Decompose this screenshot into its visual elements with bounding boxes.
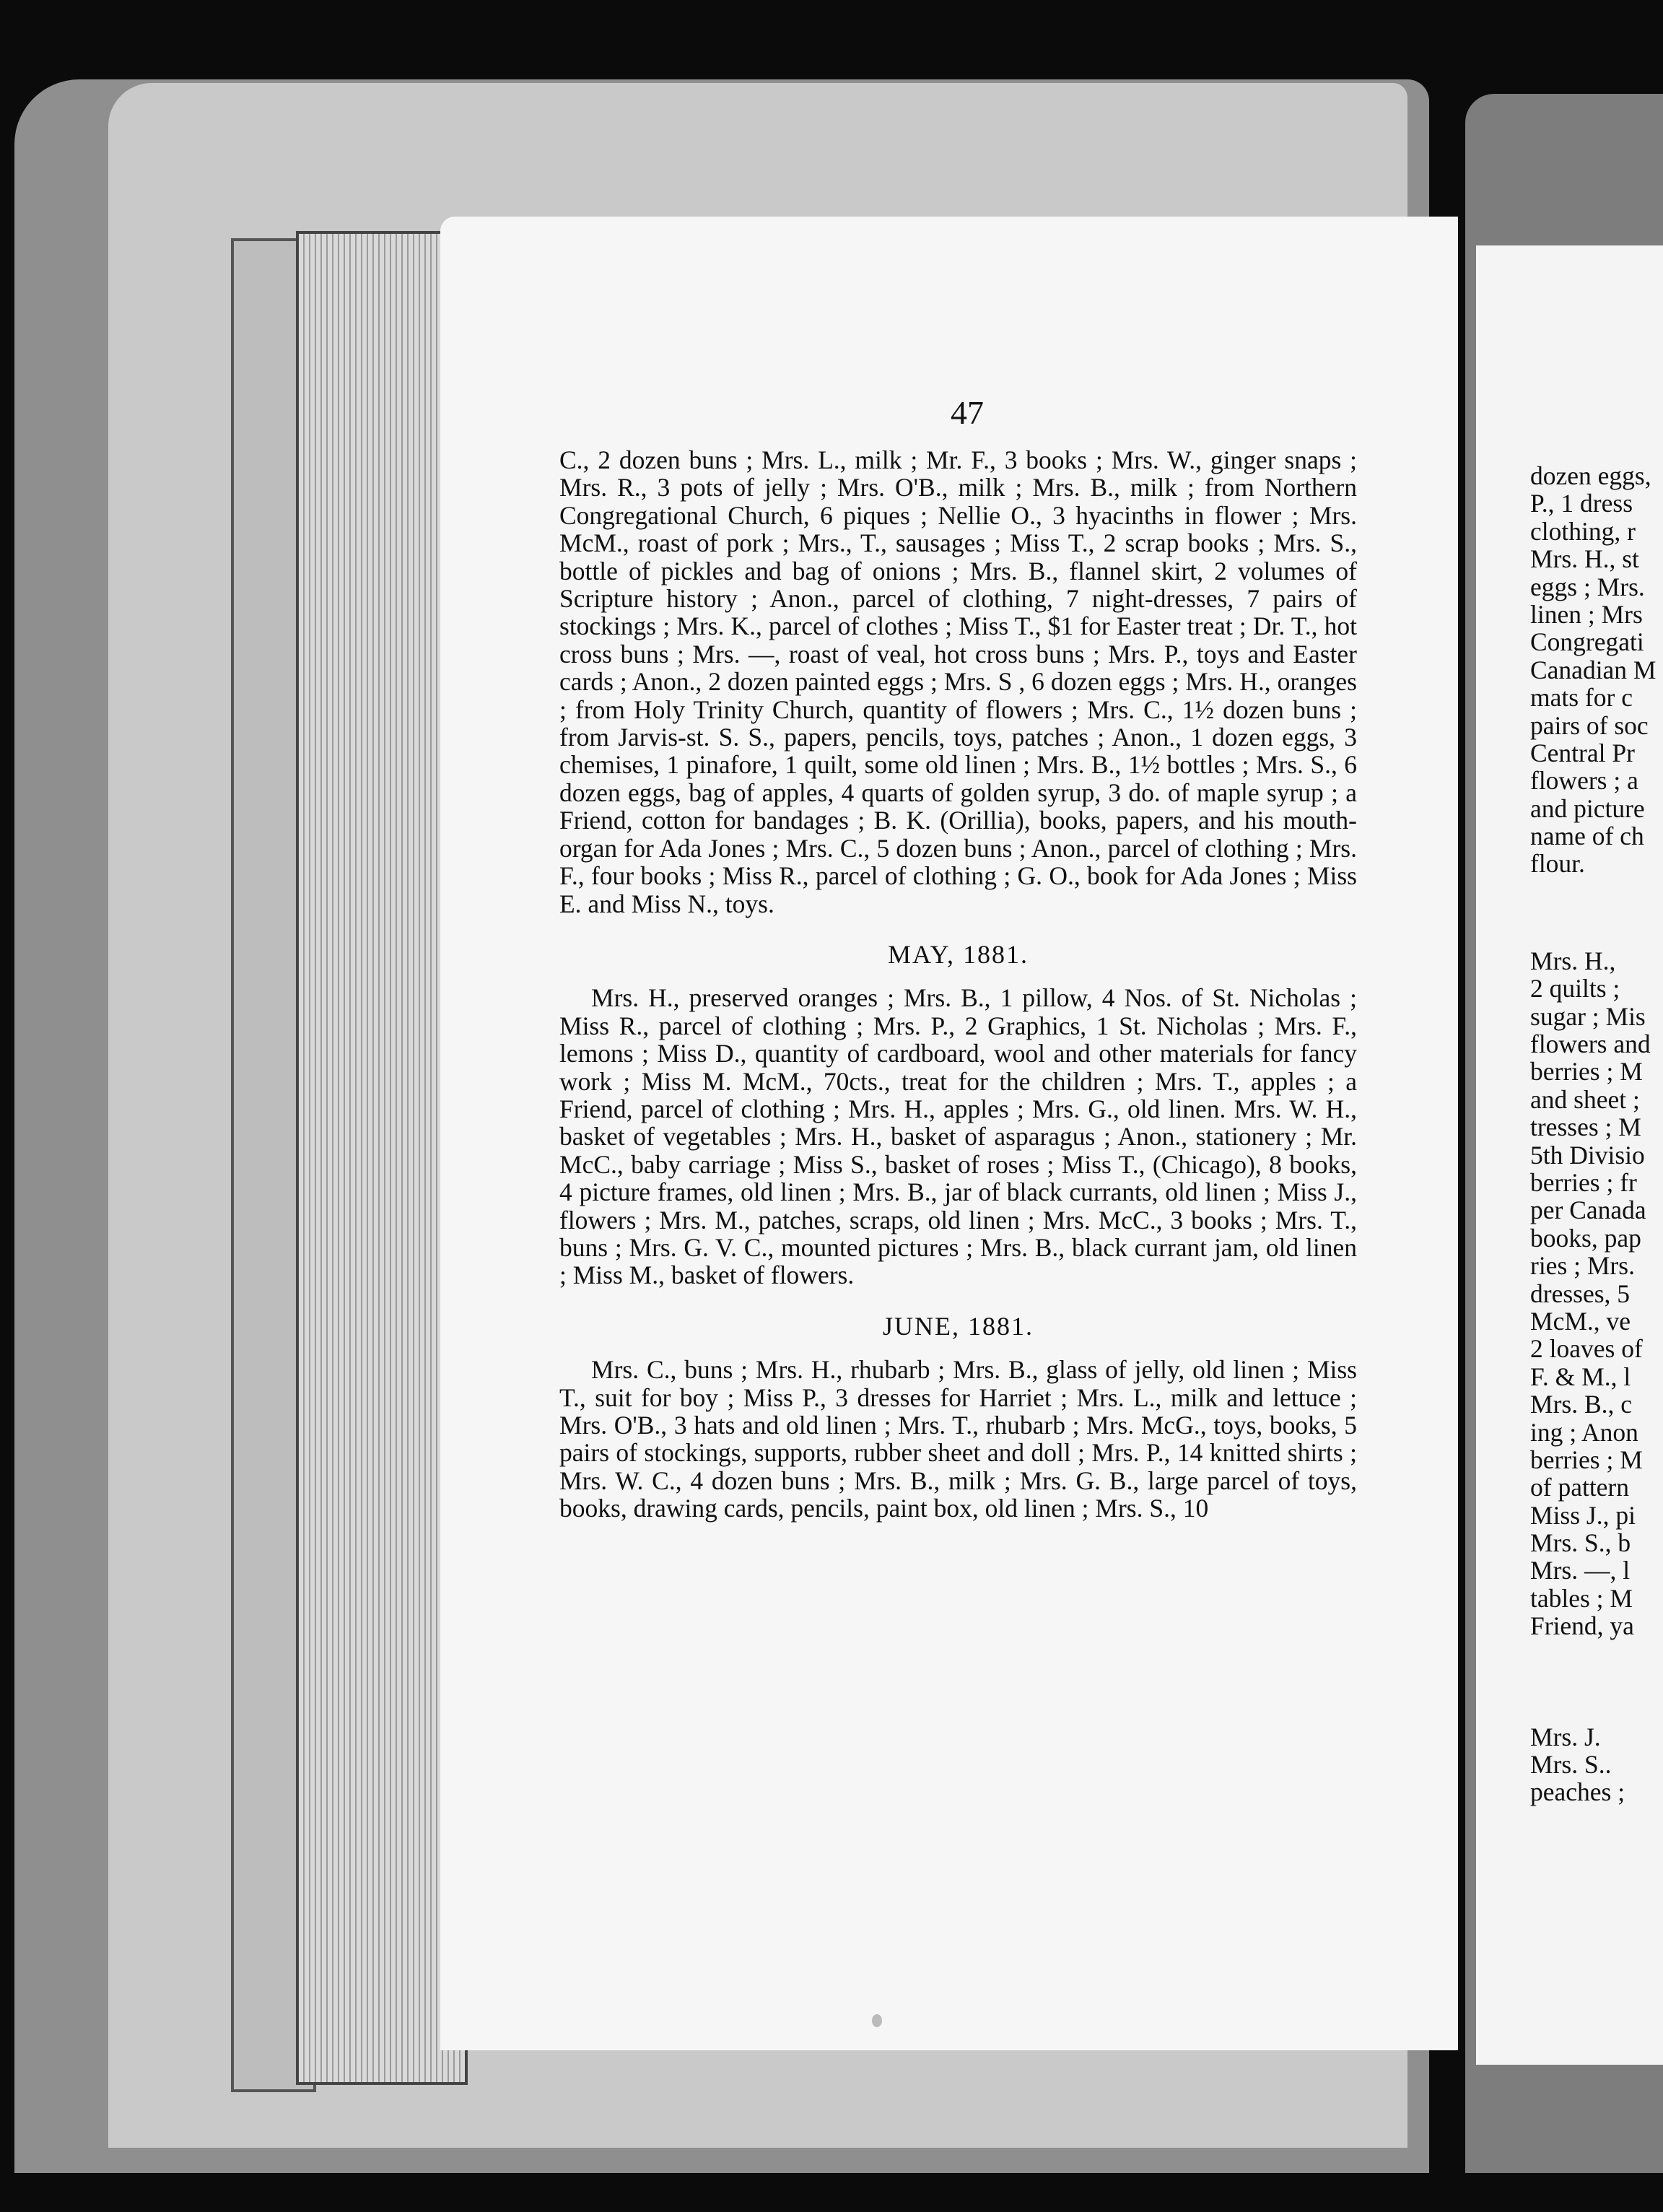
right-page-line: pairs of soc [1530, 710, 1649, 740]
continuation-paragraph: C., 2 dozen buns ; Mrs. L., milk ; Mr. F., 3 books ; Mrs. W., ginger snaps ; Mrs. R., 3 pots of jelly ; Mrs. O'B., milk ; Mrs. B., milk ; from Northern Congregational Church, 6 piques ; Nellie O., 3 hyacinths in flower ; Mrs. McM., roast of pork ; Mrs., T., sausages ; Miss T., 2 scrap books ; Mrs. S., bottle of pickles and bag of onions ; Mrs. B., flannel skirt, 2 volumes of Scripture history ; Anon., parcel of clothing, 7 night-dresses, 7 pairs of stockings ; Mrs. K., parcel of clothes ; Miss T., $1 for Easter treat ; Dr. T., hot cross buns ; Mrs. —, roast of veal, hot cross buns ; Mrs. P., toys and Easter cards ; Anon., 2 dozen painted eggs ; Mrs. S , 6 dozen eggs ; Mrs. H., oranges ; from Holy Trinity Church, quantity of flowers ; Mrs. C., 1½ dozen buns ; from Jarvis-st. S. S., papers, pencils, toys, patches ; Anon., 1 dozen eggs, 3 chemises, 1 pinafore, 1 quilt, some old linen ; Mrs. B., 1½ bottles ; Mrs. S., 6 dozen eggs, bag of apples, 4 quarts of golden syrup, 3 do. of maple syrup ; a Friend, cotton for bandages ; B. K. (Orillia), books, papers, and his mouth-organ for Ada Jones ; Mrs. C., 5 dozen buns ; Anon., parcel of clothing ; Mrs. F., four books ; Miss R., parcel of clothing ; G. O., book for Ada Jones ; Miss E. and Miss N., toys. [559, 445, 1357, 918]
page-spot [872, 2014, 882, 2027]
right-page-line: Mrs. S.. [1530, 1750, 1612, 1780]
right-page-line: McM., ve [1530, 1306, 1631, 1336]
right-page-line: Mrs. J. [1530, 1722, 1601, 1751]
right-page-gap [1530, 1640, 1663, 1723]
right-page-line: flour. [1530, 849, 1585, 879]
right-page-line: tables ; M [1530, 1583, 1633, 1613]
right-page-line: P., 1 dress [1530, 489, 1633, 518]
right-page-line: Central Pr [1530, 738, 1635, 767]
right-page-line: 5th Divisio [1530, 1140, 1645, 1170]
right-page-line: dresses, 5 [1530, 1279, 1631, 1308]
may-paragraph: Mrs. H., preserved oranges ; Mrs. B., 1 pillow, 4 Nos. of St. Nicholas ; Miss R., parcel of clothing ; Mrs. P., 2 Graphics, 1 St. Nicholas ; Mrs. F., lemons ; Miss D., quantity of cardboard, wool and other materials for fancy work ; Miss M. McM., 70cts., treat for the children ; Mrs. T., apples ; a Friend, parcel of clothing ; Mrs. H., apples ; Mrs. G., old linen. Mrs. W. H., basket of vegetables ; Mrs. H., basket of asparagus ; Anon., stationery ; Mr. McC., baby carriage ; Miss S., basket of roses ; Miss T., (Chicago), 8 books, 4 picture frames, old linen ; Mrs. B., jar of black currants, old linen ; Miss J., flowers ; Mrs. M., patches, scraps, old linen ; Mrs. McC., 3 books ; Mrs. T., buns ; Mrs. G. V. C., mounted pictures ; Mrs. B., black currant jam, old linen ; Miss M., basket of flowers. [559, 983, 1357, 1290]
right-page-line: clothing, r [1530, 516, 1636, 546]
right-page-line: 2 quilts ; [1530, 974, 1620, 1003]
right-page-line: Congregati [1530, 627, 1644, 657]
right-page-line: berries ; fr [1530, 1167, 1637, 1197]
right-page-line: dozen eggs, [1530, 462, 1651, 490]
right-page-text [1530, 462, 1663, 1806]
right-page-line: books, pap [1530, 1223, 1641, 1253]
right-page-line: Mrs. H., [1530, 946, 1616, 975]
right-page-line: mats for c [1530, 683, 1633, 713]
june-paragraph: Mrs. C., buns ; Mrs. H., rhubarb ; Mrs. B., glass of jelly, old linen ; Miss T., suit for boy ; Miss P., 3 dresses for Harriet ; Mrs. L., milk and lettuce ; Mrs. O'B., 3 hats and old linen ; Mrs. T., rhubarb ; Mrs. McG., toys, books, 5 pairs of stockings, supports, rubber sheet and doll ; Mrs. P., 14 knitted shirts ; Mrs. W. C., 4 dozen buns ; Mrs. B., milk ; Mrs. G. B., large parcel of toys, books, drawing cards, pencils, paint box, old linen ; Mrs. S., 10 [559, 1355, 1357, 1523]
right-page-line: Mrs. S., b [1530, 1528, 1631, 1558]
right-page-line: per Canada [1530, 1196, 1646, 1225]
right-page-line: eggs ; Mrs. [1530, 572, 1645, 601]
page-body [559, 446, 1357, 1523]
june-heading: JUNE, 1881. [883, 1311, 1034, 1341]
right-page-line: berries ; M [1530, 1445, 1643, 1474]
right-page-line: Friend, ya [1530, 1611, 1634, 1641]
right-page-line: Mrs. —, l [1530, 1556, 1631, 1585]
right-page-line: Mrs. H., st [1530, 544, 1639, 574]
right-page-line: berries ; M [1530, 1057, 1643, 1087]
right-page-line: flowers ; a [1530, 766, 1638, 796]
right-page-line: linen ; Mrs [1530, 599, 1643, 629]
right-page-line: and sheet ; [1530, 1084, 1640, 1114]
right-page-line: sugar ; Mis [1530, 1001, 1646, 1031]
right-page-line: ing ; Anon [1530, 1417, 1638, 1447]
right-page-line: peaches ; [1530, 1777, 1625, 1806]
right-page-line: and picture [1530, 793, 1645, 823]
may-heading: MAY, 1881. [887, 939, 1029, 969]
right-page-line: Canadian M [1530, 655, 1657, 684]
page-number: 47 [951, 394, 984, 431]
right-page-line: 2 loaves of [1530, 1334, 1643, 1364]
right-page-gap [1530, 878, 1663, 947]
right-page-line: flowers and [1530, 1029, 1651, 1059]
right-page-line: Mrs. B., c [1530, 1390, 1633, 1419]
right-page-line: ries ; Mrs. [1530, 1251, 1635, 1281]
right-page-line: of pattern [1530, 1473, 1630, 1502]
right-page-line: F. & M., l [1530, 1362, 1631, 1391]
right-page-line: Miss J., pi [1530, 1500, 1636, 1530]
right-page-line: tresses ; M [1530, 1112, 1641, 1142]
right-page-line: name of ch [1530, 822, 1644, 851]
